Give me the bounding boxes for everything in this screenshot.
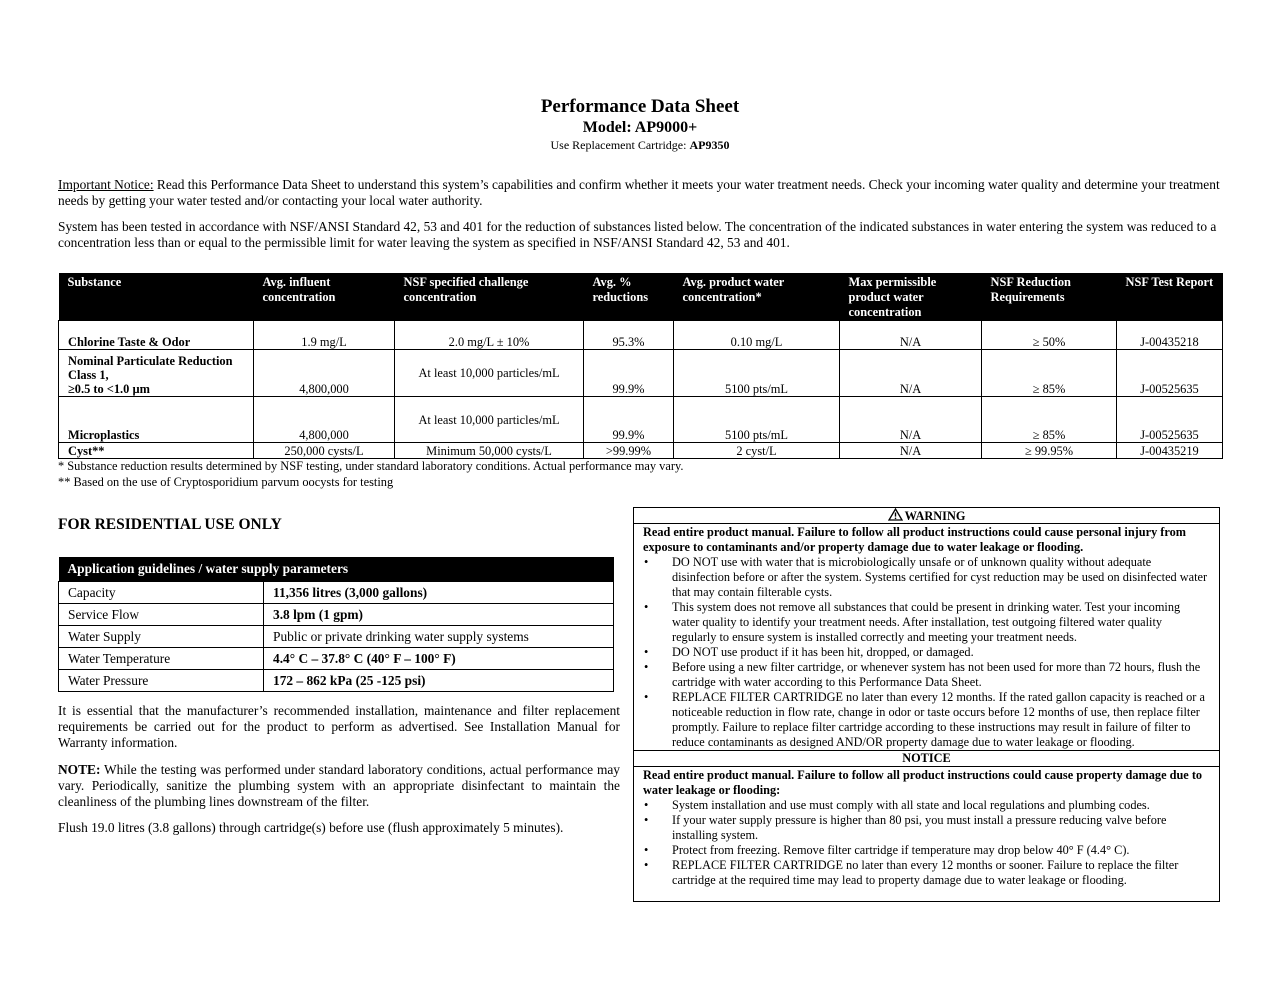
param-label: Water Supply <box>59 626 264 648</box>
warning-triangle-icon <box>888 508 903 525</box>
table-row <box>59 321 1223 350</box>
cell-product: 5100 pts/mL <box>674 350 840 397</box>
cell-influent: 250,000 cysts/L <box>254 443 395 459</box>
param-label: Service Flow <box>59 604 264 626</box>
cell-influent: 4,800,000 <box>254 350 395 397</box>
col-header-reduction: Avg. % reductions <box>584 273 674 321</box>
table-row <box>59 626 614 648</box>
list-item: • System installation and use must comply with all state and local regulations and plumbing codes. <box>672 798 1209 813</box>
warning-notice-box <box>633 507 1220 902</box>
param-value: 4.4° C – 37.8° C (40° F – 100° F) <box>264 648 614 670</box>
substance-line: Nominal Particulate Reduction <box>68 354 233 368</box>
cell-product: 5100 pts/mL <box>674 397 840 443</box>
param-value: 3.8 lpm (1 gpm) <box>264 604 614 626</box>
note-label: NOTE: <box>58 762 101 777</box>
warning-title: WARNING <box>904 509 966 523</box>
cell-substance: Chlorine Taste & Odor <box>59 321 254 350</box>
flush-instruction: Flush 19.0 litres (3.8 gallons) through cartridge(s) before use (flush approximately 5 minutes). <box>58 820 564 835</box>
document-header <box>0 96 1280 152</box>
param-label: Water Temperature <box>59 648 264 670</box>
cell-product: 0.10 mg/L <box>674 321 840 350</box>
table-footnotes <box>58 458 683 490</box>
param-value: Public or private drinking water supply systems <box>264 626 614 648</box>
param-value: 172 – 862 kPa (25 -125 psi) <box>264 670 614 692</box>
col-header-requirement: NSF Reduction Requirements <box>982 273 1117 321</box>
list-item: • REPLACE FILTER CARTRIDGE no later than every 12 months. If the rated gallon capacity is reached or a noticeable reduction in flow rate, change in odor or taste occurs before 12 months of use, then replace filter promptly. Failure to replace filter cartridge according to these instructions may result in failure of filter to reduce contaminants as designed AND/OR property damage due to water leakage or flooding. <box>672 690 1209 750</box>
footnote: ** Based on the use of Cryptosporidium parvum oocysts for testing <box>58 475 394 489</box>
note-text: While the testing was performed under standard laboratory conditions, actual performance may vary. Periodically, sanitize the plumbing system with an appropriate disinfectant to maintain the cleanliness of the plumbing lines downstream of the filter. <box>58 762 620 809</box>
substance-line: ≥0.5 to <1.0 µm <box>68 382 150 396</box>
cell-challenge: At least 10,000 particles/mL <box>395 350 584 397</box>
col-header-challenge: NSF specified challenge concentration <box>395 273 584 321</box>
application-guidelines-table <box>58 557 614 692</box>
list-item: • DO NOT use with water that is microbiologically unsafe or of unknown quality without adequate disinfection before or after the system. Systems certified for cyst reduction may be used on disinfected water that may contain filterable cysts. <box>672 555 1209 600</box>
list-item: • REPLACE FILTER CARTRIDGE no later than every 12 months or sooner. Failure to replace the filter cartridge at the required time may lead to property damage due to water leakage or flooding. <box>672 858 1209 888</box>
cell-reduction: 95.3% <box>584 321 674 350</box>
notice-list <box>634 798 1219 888</box>
cell-influent: 4,800,000 <box>254 397 395 443</box>
substance-table <box>58 273 1223 459</box>
warning-intro: Read entire product manual. Failure to follow all product instructions could cause personal injury from exposure to contaminants and/or property damage due to water leakage or flooding. <box>643 525 1187 554</box>
cell-substance <box>59 350 254 397</box>
cartridge-prefix: Use Replacement Cartridge: <box>550 138 690 152</box>
table-row <box>59 670 614 692</box>
notice-intro: Read entire product manual. Failure to follow all product instructions could cause property damage due to water leakage or flooding: <box>643 768 1203 797</box>
cell-requirement: ≥ 50% <box>982 321 1117 350</box>
cell-challenge: Minimum 50,000 cysts/L <box>395 443 584 459</box>
cell-report: J-00525635 <box>1117 350 1223 397</box>
cell-report: J-00435218 <box>1117 321 1223 350</box>
cell-max: N/A <box>840 350 982 397</box>
table-header-row <box>59 273 1223 321</box>
table-header-row <box>59 557 614 582</box>
cell-max: N/A <box>840 321 982 350</box>
notice-header: NOTICE <box>634 750 1219 767</box>
list-item: • Before using a new filter cartridge, or whenever system has not been used for more than 72 hours, flush the cartridge with water according to this Performance Data Sheet. <box>672 660 1209 690</box>
cell-max: N/A <box>840 397 982 443</box>
cell-report: J-00435219 <box>1117 443 1223 459</box>
cartridge-line <box>0 138 1280 152</box>
table-row <box>59 604 614 626</box>
col-header-substance: Substance <box>59 273 254 321</box>
list-item: • If your water supply pressure is higher than 80 psi, you must install a pressure reducing valve before installing system. <box>672 813 1209 843</box>
important-notice-text: Read this Performance Data Sheet to understand this system’s capabilities and confirm whether it meets your water treatment needs. Check your incoming water quality and determine your treatment needs by getting your water tested and/or contacting your local water authority. <box>58 177 1220 208</box>
warning-header <box>634 508 1219 524</box>
cell-influent: 1.9 mg/L <box>254 321 395 350</box>
list-item: • This system does not remove all substances that could be present in drinking water. Test your incoming water quality to identify your treatment needs. After installation, test outgoing filtered water quality regularly to ensure system is installed correctly and meeting your treatment needs. <box>672 600 1209 645</box>
param-value: 11,356 litres (3,000 gallons) <box>264 582 614 604</box>
residential-use-heading: FOR RESIDENTIAL USE ONLY <box>58 516 282 533</box>
cell-challenge: 2.0 mg/L ± 10% <box>395 321 584 350</box>
cell-requirement: ≥ 99.95% <box>982 443 1117 459</box>
essential-paragraph: It is essential that the manufacturer’s recommended installation, maintenance and filter replacement requirements be carried out for the product to perform as advertised. See Installation Manual for Warranty information. <box>58 703 620 750</box>
list-item: • DO NOT use product if it has been hit, dropped, or damaged. <box>672 645 1209 660</box>
document-title: Performance Data Sheet <box>540 96 740 117</box>
table-row <box>59 350 1223 397</box>
cell-requirement: ≥ 85% <box>982 350 1117 397</box>
param-label: Capacity <box>59 582 264 604</box>
cell-substance: Cyst** <box>59 443 254 459</box>
table-row <box>59 443 1223 459</box>
col-header-influent: Avg. influent concentration <box>254 273 395 321</box>
important-notice <box>58 177 1224 209</box>
cell-reduction: >99.99% <box>584 443 674 459</box>
important-notice-label: Important Notice: <box>58 177 154 192</box>
tested-statement: System has been tested in accordance with NSF/ANSI Standard 42, 53 and 401 for the reduction of substances listed below. The concentration of the indicated substances in water entering the system was reduced to a concentration less than or equal to the permissible limit for water leaving the system as specified in NSF/ANSI Standard 42, 53 and 401. <box>58 219 1217 250</box>
col-header-max: Max permissible product water concentration <box>840 273 982 321</box>
cell-reduction: 99.9% <box>584 397 674 443</box>
cell-requirement: ≥ 85% <box>982 397 1117 443</box>
table-row <box>59 648 614 670</box>
model-line: Model: AP9000+ <box>582 119 698 136</box>
cartridge-code: AP9350 <box>689 138 730 152</box>
cell-challenge: At least 10,000 particles/mL <box>395 397 584 443</box>
cell-max: N/A <box>840 443 982 459</box>
cell-substance: Microplastics <box>59 397 254 443</box>
table-row <box>59 397 1223 443</box>
cell-product: 2 cyst/L <box>674 443 840 459</box>
cell-reduction: 99.9% <box>584 350 674 397</box>
param-label: Water Pressure <box>59 670 264 692</box>
list-item: • Protect from freezing. Remove filter cartridge if temperature may drop below 40° F (4.4° C). <box>672 843 1209 858</box>
col-header-product: Avg. product water concentration* <box>674 273 840 321</box>
application-guidelines-header: Application guidelines / water supply parameters <box>59 557 614 582</box>
col-header-report: NSF Test Report <box>1117 273 1223 321</box>
cell-report: J-00525635 <box>1117 397 1223 443</box>
footnote: * Substance reduction results determined by NSF testing, under standard laboratory conditions. Actual performance may vary. <box>58 459 684 473</box>
note-paragraph <box>58 762 620 810</box>
substance-line: Class 1, <box>68 368 109 382</box>
table-row <box>59 582 614 604</box>
warning-list <box>634 555 1219 750</box>
